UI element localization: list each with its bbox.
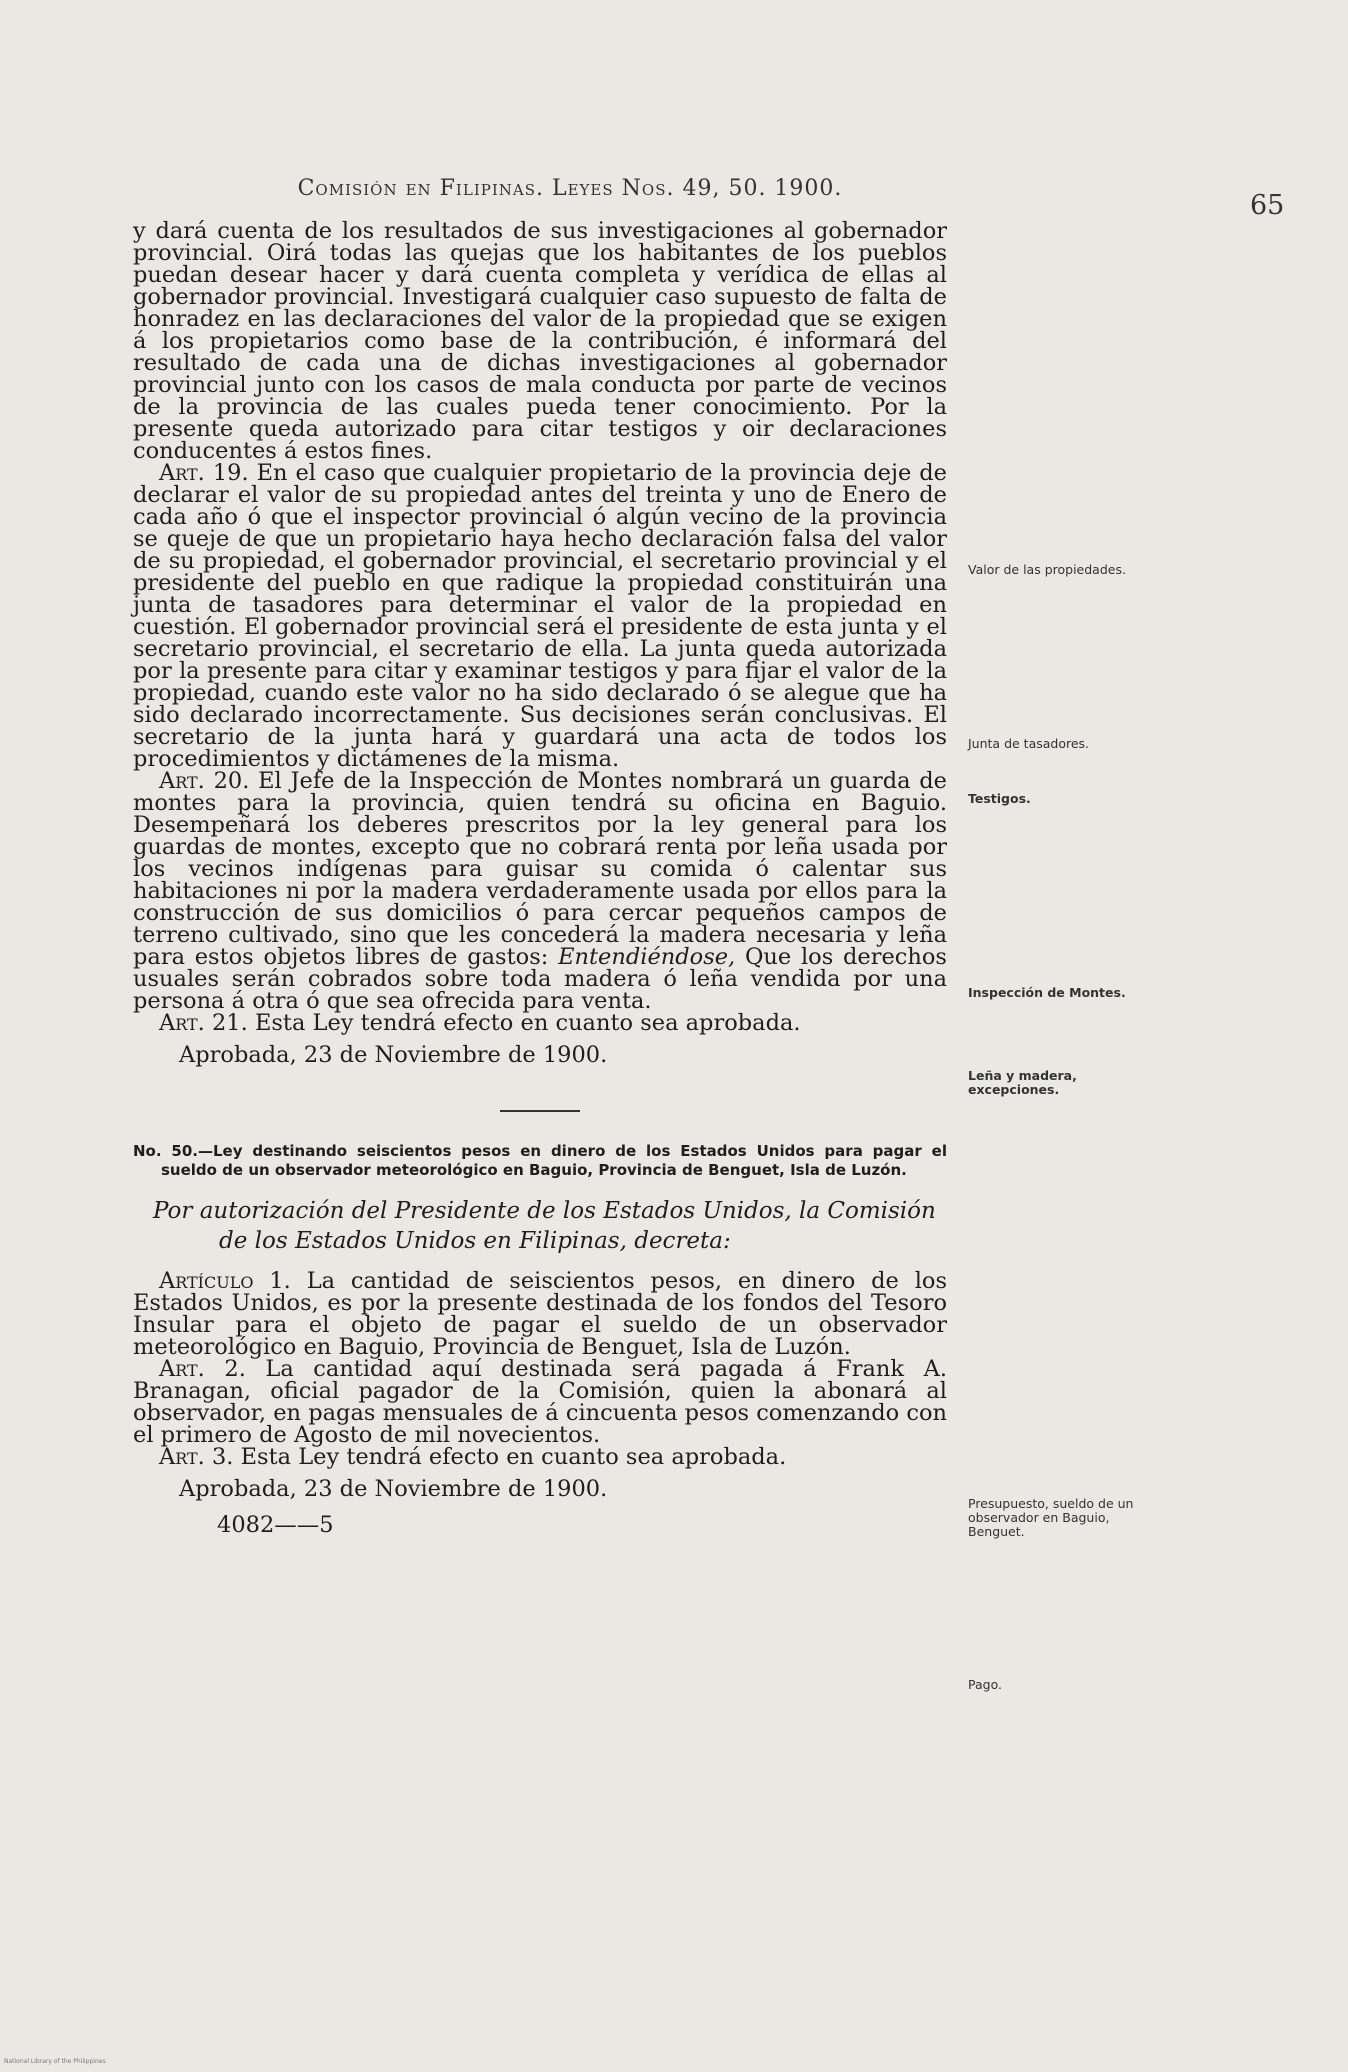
article-21-text: Esta Ley tendrá efecto en cuanto sea aprobada.	[254, 1010, 801, 1036]
margin-note-valor: Valor de las propiedades.	[968, 562, 1126, 577]
page-number: 65	[1250, 190, 1285, 221]
article-2-label: Art. 2.	[159, 1356, 246, 1382]
law-50-heading: No. 50.—Ley destinando seiscientos pesos en dinero de los Estados Unidos para pagar el sueldo de un observador meteorológico en Baguio, Provincia de Benguet, Isla de Luzón.	[133, 1142, 947, 1179]
article-20-italic: Entendiéndose,	[558, 944, 736, 970]
article-3-text: Esta Ley tendrá efecto en cuanto sea aprobada.	[240, 1444, 787, 1470]
approval-date-1: Aprobada, 23 de Noviembre de 1900.	[179, 1042, 608, 1068]
article-20-label: Art. 20.	[159, 768, 250, 794]
library-tag: National Library of the Philippines	[4, 2058, 106, 2065]
article-21	[133, 1012, 947, 1034]
preamble	[153, 1196, 947, 1256]
signature-mark: 4082——5	[217, 1512, 334, 1538]
approval-date-2: Aprobada, 23 de Noviembre de 1900.	[179, 1476, 608, 1502]
preamble-line-1: Por autorización del Presidente de los Estados Unidos, la Comisión	[153, 1198, 936, 1224]
main-text-column	[133, 220, 947, 1536]
margin-note-lena: Leña y madera, excepciones.	[968, 1068, 1077, 1097]
article-20-text-b: Que los derechos usuales serán cobrados sobre toda madera ó leña vendida por una persona á otra ó que sea ofrecida para venta.	[133, 944, 947, 1014]
section-divider	[500, 1110, 580, 1112]
article-1-text: La cantidad de seiscientos pesos, en dinero de los Estados Unidos, es por la presente destinada de los fondos del Tesoro Insular para el objeto de pagar el sueldo de un observador meteorológico en Baguio, Provincia de Benguet, Isla de Luzón.	[133, 1268, 947, 1360]
article-3	[133, 1446, 947, 1468]
article-20	[133, 770, 947, 1012]
article-19-text: En el caso que cualquier propietario de la provincia deje de declarar el valor de su propiedad antes del treinta y uno de Enero de cada año ó que el inspector provincial ó algún vecino de la provincia se queje de que un propietario haya hecho declaración falsa del valor de su propiedad, el gobernador provincial, el secretario provincial y el presidente del pueblo en que radique la propiedad constituirán una junta de tasadores para determinar el valor de la propiedad en cuestión. El gobernador provincial será el presidente de esta junta y el secretario provincial, el secretario de ella. La junta queda autorizada por la presente para citar y examinar testigos y para fijar el valor de la propiedad, cuando este valor no ha sido declarado ó se alegue que ha sido declarado incorrectamente. Sus decisiones serán conclusivas. El secretario de la junta hará y guardará una acta de todos los procedimientos y dictámenes de la misma.	[133, 460, 947, 772]
article-3-label: Art. 3.	[159, 1444, 234, 1470]
article-1-label: Artículo 1.	[159, 1268, 291, 1294]
article-2	[133, 1358, 947, 1446]
preamble-line-2: de los Estados Unidos en Filipinas, decreta:	[219, 1228, 731, 1254]
article-1	[133, 1270, 947, 1358]
article-19-label: Art. 19.	[159, 460, 249, 486]
article-19	[133, 462, 947, 770]
margin-note-pago: Pago.	[968, 1677, 1002, 1692]
margin-note-presupuesto: Presupuesto, sueldo de un observador en Baguio, Benguet.	[968, 1496, 1134, 1539]
margin-note-inspeccion: Inspección de Montes.	[968, 985, 1126, 1000]
paragraph-continued: y dará cuenta de los resultados de sus investigaciones al gobernador provincial. Oirá todas las quejas que los habitantes de los pueblos puedan desear hacer y dará cuenta completa y verídica de ellas al gobernador provincial. Investigará cualquier caso supuesto de falta de honradez en las declaraciones del valor de la propiedad que se exigen á los propietarios como base de la contribución, é informará del resultado de cada una de dichas investigaciones al gobernador provincial junto con los casos de mala conducta por parte de vecinos de la provincia de las cuales pueda tener conocimiento. Por la presente queda autorizado para citar testigos y oir declaraciones conducentes á estos fines.	[133, 218, 947, 464]
margin-note-junta: Junta de tasadores.	[968, 736, 1090, 751]
article-20-text-a: El Jefe de la Inspección de Montes nombrará un guarda de montes para la provincia, quien tendrá su oficina en Baguio. Desempeñará los deberes prescritos por la ley general para los guardas de montes, excepto que no cobrará renta por leña usada por los vecinos indígenas para guisar su comida ó calentar sus habitaciones ni por la madera verdaderamente usada por ellos para la construcción de sus domicilios ó para cercar pequeños campos de terreno cultivado, sino que les concederá la madera necesaria y leña para estos objetos libres de gastos:	[133, 768, 947, 970]
running-head: Comisión en Filipinas. Leyes Nos. 49, 50. 1900.	[297, 176, 843, 201]
margin-note-testigos: Testigos.	[968, 791, 1031, 806]
article-21-label: Art. 21.	[159, 1010, 248, 1036]
article-2-text: La cantidad aquí destinada será pagada á Frank A. Branagan, oficial pagador de la Comisión, quien la abonará al observador, en pagas mensuales de á cincuenta pesos comenzando con el primero de Agosto de mil novecientos.	[133, 1356, 947, 1448]
